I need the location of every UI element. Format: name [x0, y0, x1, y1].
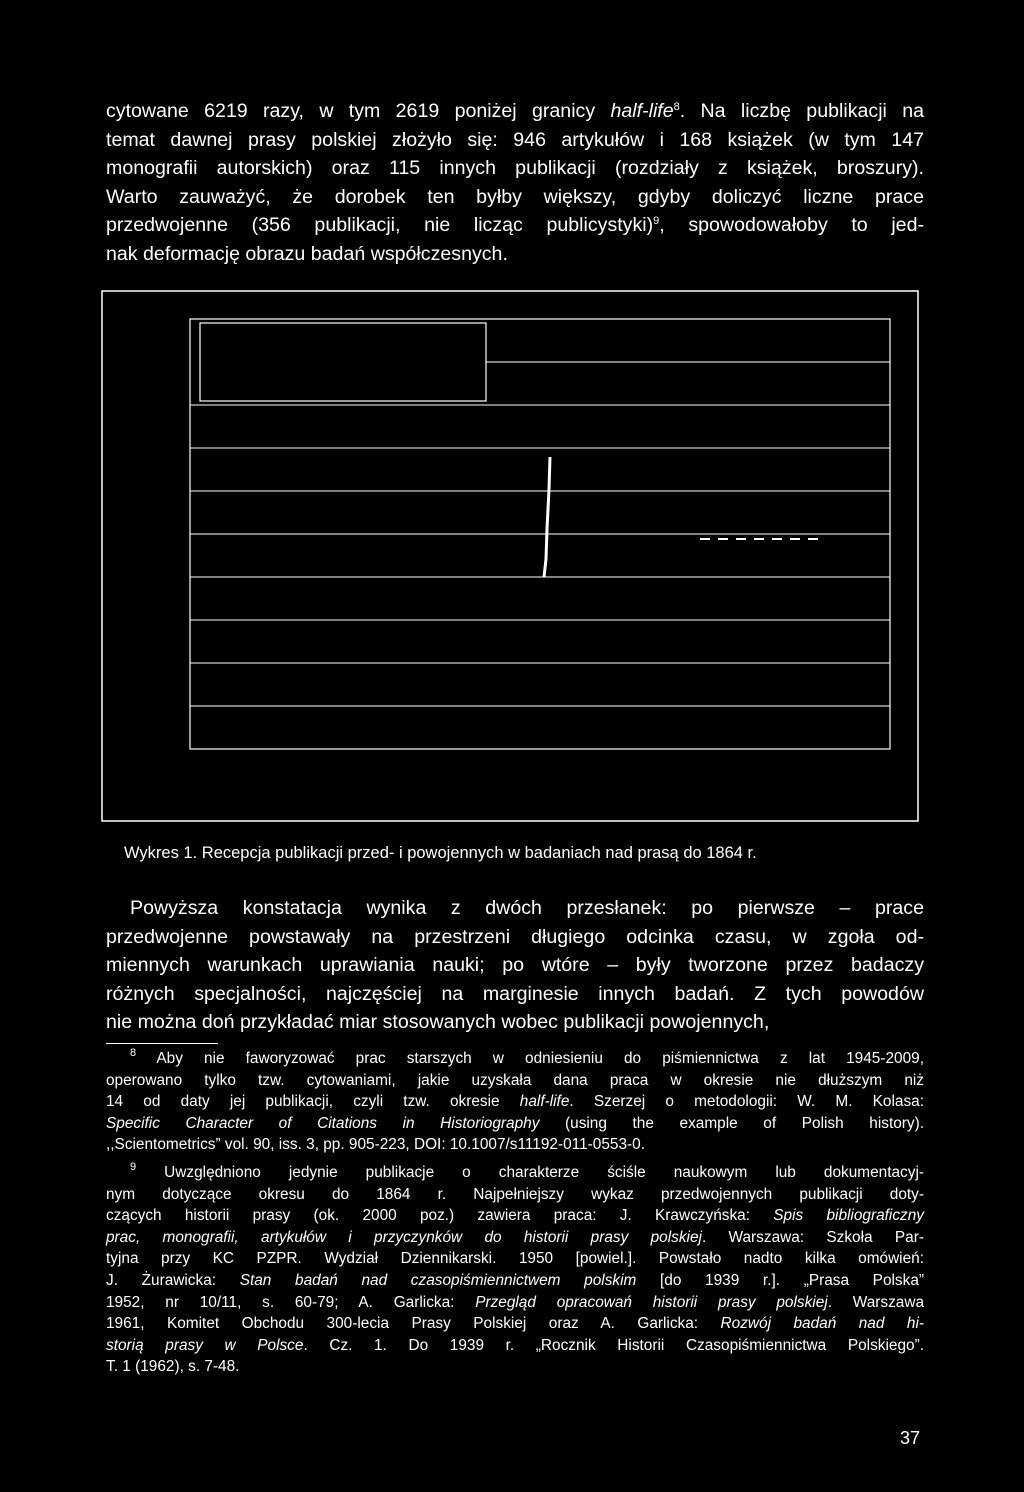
paragraph-main	[106, 894, 924, 1037]
text-segment: ,,Scientometrics” vol. 90, iss. 3, pp. 905-223, DOI: 10.1007/s11192-011-0553-0.	[106, 1136, 645, 1154]
text-line	[106, 1048, 924, 1070]
text-segment: . Warszawa: Szkoła Par-	[701, 1228, 924, 1246]
page-number: 37	[899, 1428, 920, 1448]
text-segment: monografii autorskich) oraz 115 innych publikacji (rozdziały z książek, broszury).	[106, 157, 924, 180]
text-segment: Stan badań nad czasopiśmiennictwem polskim	[239, 1271, 637, 1289]
text-segment: nym dotyczące okresu do 1864 r. Najpełniejszy wykaz przedwojennych publikacji doty-	[106, 1185, 924, 1203]
text-segment: cytowane 6219 razy, w tym 2619 poniżej granicy	[106, 100, 611, 122]
legend-box	[200, 323, 486, 401]
footnote-ref: 8	[673, 101, 680, 113]
text-segment: 1952, nr 10/11, s. 60-79; A. Garlicka:	[106, 1293, 476, 1311]
series-line	[544, 457, 550, 577]
text-segment: . Warszawa	[827, 1293, 925, 1311]
text-line	[106, 97, 924, 126]
text-segment: Spis bibliograficzny	[773, 1207, 924, 1225]
text-segment: przedwojenne (356 publikacji, nie licząc publicystyki)	[106, 214, 654, 237]
text-segment: tyjna przy KC PZPR. Wydział Dziennikarski. 1950 [powiel.]. Powstało nadto kilka omówień:	[106, 1250, 924, 1268]
chart-outer-frame	[102, 291, 918, 821]
text-line	[106, 183, 924, 212]
text-segment: Przegląd opracowań historii prasy polskiej	[475, 1293, 828, 1311]
text-segment: [do 1939 r.]. „Prasa Polska”	[636, 1271, 924, 1289]
text-segment: prac, monografii, artykułów i przyczynków do historii prasy polskiej	[106, 1228, 702, 1246]
text-line	[106, 211, 924, 240]
text-line	[106, 894, 924, 923]
text-segment: czących historii prasy (ok. 2000 poz.) zawiera praca: J. Krawczyńska:	[106, 1207, 774, 1225]
text-segment: różnych specjalności, najczęściej na marginesie innych badań. Z tych powodów	[106, 982, 924, 1005]
text-segment: nak deformację obrazu badań współczesnych.	[106, 242, 508, 265]
text-segment: 1961, Komitet Obchodu 300-lecia Prasy Polskiej oraz A. Garlicka:	[106, 1315, 721, 1333]
text-segment: T. 1 (1962), s. 7-48.	[106, 1358, 240, 1376]
text-segment: half-life	[610, 100, 674, 122]
text-line	[106, 951, 924, 980]
text-segment: . Na liczbę publikacji na	[679, 100, 925, 122]
footnote-ref: 8	[130, 1047, 137, 1059]
text-line	[106, 1248, 924, 1270]
text-segment: Specific Character of Citations in Historiography	[106, 1114, 540, 1132]
text-line	[106, 1134, 924, 1156]
text-segment: przedwojenne powstawały na przestrzeni długiego odcinka czasu, w zgoła od-	[106, 925, 924, 948]
text-line	[106, 1356, 924, 1378]
paragraph-top	[106, 97, 924, 269]
text-line	[106, 1162, 924, 1184]
text-segment: operowano tylko tzw. cytowaniami, jakie uzyskała dana praca w okresie nie dłuższym niż	[106, 1071, 924, 1089]
text-line	[106, 1335, 924, 1357]
text-segment: J. Żurawicka:	[106, 1271, 240, 1289]
text-segment: , spowodowałoby to jed-	[659, 214, 924, 237]
text-line	[106, 240, 924, 269]
text-line	[106, 1270, 924, 1292]
text-segment: Aby nie faworyzować prac starszych w odniesieniu do piśmiennictwa z lat 1945-2009,	[136, 1050, 924, 1067]
footnote-ref: 9	[653, 215, 660, 228]
text-segment: 14 od daty jej publikacji, czyli tzw. okresie	[106, 1093, 520, 1111]
text-line	[106, 923, 924, 952]
text-segment: (using the example of Polish history).	[539, 1114, 924, 1132]
text-segment: Uwzględniono jedynie publikacje o charakterze ściśle naukowym lub dokumentacyj-	[136, 1164, 924, 1181]
footnote-8	[106, 1048, 924, 1156]
text-line	[106, 1313, 924, 1335]
text-line	[106, 980, 924, 1009]
text-segment: . Szerzej o metodologii: W. M. Kolasa:	[569, 1093, 924, 1111]
text-segment: Powyższa konstatacja wynika z dwóch przesłanek: po pierwsze – prace	[130, 897, 924, 919]
figure-caption: Wykres 1. Recepcja publikacji przed- i powojennych w badaniach nad prasą do 1864 r.	[124, 844, 757, 862]
footnote-separator	[106, 1043, 218, 1044]
text-line	[106, 126, 924, 155]
footnote-ref: 9	[130, 1161, 137, 1173]
text-line	[106, 154, 924, 183]
text-segment: miennych warunkach uprawiania nauki; po wtóre – były tworzone przez badaczy	[106, 954, 924, 977]
text-segment: storią prasy w Polsce	[106, 1336, 304, 1354]
text-segment: Warto zauważyć, że dorobek ten byłby większy, gdyby doliczyć liczne prace	[106, 185, 924, 208]
text-line	[106, 1091, 924, 1113]
text-line	[106, 1292, 924, 1314]
text-segment: half-life	[519, 1093, 570, 1111]
text-line	[106, 1227, 924, 1249]
gridlines	[190, 362, 890, 706]
text-line	[106, 1184, 924, 1206]
text-segment: Rozwój badań nad hi-	[720, 1315, 924, 1333]
chart-figure	[100, 289, 920, 823]
text-segment: . Cz. 1. Do 1939 r. „Rocznik Historii Czasopiśmiennictwa Polskiego”.	[303, 1336, 924, 1354]
text-line	[106, 1205, 924, 1227]
text-line	[106, 1113, 924, 1135]
text-segment: temat dawnej prasy polskiej złożyło się: 946 artykułów i 168 książek (w tym 147	[106, 128, 924, 151]
text-line	[106, 1008, 924, 1037]
footnote-9	[106, 1162, 924, 1378]
text-segment: nie można doń przykładać miar stosowanych wobec publikacji powojennych,	[106, 1011, 770, 1034]
text-line	[106, 1070, 924, 1092]
